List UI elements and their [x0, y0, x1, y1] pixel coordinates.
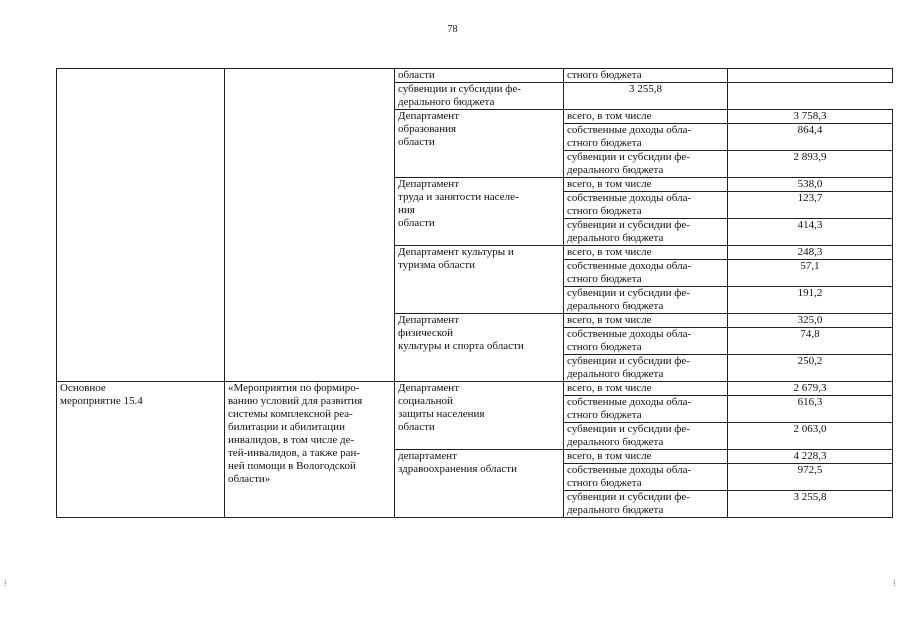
amount-cell: 2 063,0: [728, 423, 893, 450]
amount-cell: 57,1: [728, 260, 893, 287]
funding-type-cell: собственные доходы обла- стного бюджета: [564, 396, 728, 423]
funding-type-cell: всего, в том числе: [564, 246, 728, 260]
budget-table: [56, 68, 893, 518]
funding-type-cell: собственные доходы обла- стного бюджета: [564, 192, 728, 219]
table-row: [57, 69, 893, 83]
budget-table-body: [57, 69, 893, 518]
activity-cell-empty: [57, 69, 225, 382]
amount-cell: 3 255,8: [728, 491, 893, 518]
amount-cell: 325,0: [728, 314, 893, 328]
department-cell: области: [395, 69, 564, 83]
funding-type-cell: субвенции и субсидии фе- дерального бюджета: [564, 287, 728, 314]
department-cell: Департамент социальной защиты населения области: [395, 382, 564, 450]
funding-type-cell: всего, в том числе: [564, 178, 728, 192]
amount-cell: 250,2: [728, 355, 893, 382]
amount-cell: 972,5: [728, 464, 893, 491]
amount-cell: 2 893,9: [728, 151, 893, 178]
amount-cell: 2 679,3: [728, 382, 893, 396]
amount-cell: 538,0: [728, 178, 893, 192]
department-cell: Департамент физической культуры и спорта области: [395, 314, 564, 382]
funding-type-cell: субвенции и субсидии фе- дерального бюджета: [564, 355, 728, 382]
funding-type-cell: собственные доходы обла- стного бюджета: [564, 328, 728, 355]
funding-type-cell: собственные доходы обла- стного бюджета: [564, 464, 728, 491]
scan-edge-mark-right: ⁞: [893, 578, 896, 588]
funding-type-cell: субвенции и субсидии фе- дерального бюджета: [564, 423, 728, 450]
department-cell: департамент здравоохранения области: [395, 450, 564, 518]
amount-cell: 123,7: [728, 192, 893, 219]
funding-type-cell: субвенции и субсидии фе- дерального бюджета: [564, 491, 728, 518]
department-cell: Департамент труда и занятости населе- ния области: [395, 178, 564, 246]
funding-type-cell: стного бюджета: [564, 69, 728, 83]
amount-cell: 864,4: [728, 124, 893, 151]
activity-title-cell-empty: [225, 69, 395, 382]
funding-type-cell: всего, в том числе: [564, 450, 728, 464]
amount-cell: 248,3: [728, 246, 893, 260]
amount-cell: [728, 69, 893, 83]
funding-type-cell: собственные доходы обла- стного бюджета: [564, 260, 728, 287]
funding-type-cell: всего, в том числе: [564, 382, 728, 396]
page-number: 78: [447, 24, 458, 35]
amount-cell: 616,3: [728, 396, 893, 423]
activity-cell: Основное мероприятие 15.4: [57, 382, 225, 518]
amount-cell: 4 228,3: [728, 450, 893, 464]
amount-cell: 3 758,3: [728, 110, 893, 124]
activity-title-cell: «Мероприятия по формиро- ванию условий для развития системы комплексной реа- билитации и абилитации инвалидов, в том числе де- тей-инвалидов, а также ран- ней помощи в Вологодской области»: [225, 382, 395, 518]
amount-cell: 74,8: [728, 328, 893, 355]
funding-type-cell: субвенции и субсидии фе- дерального бюджета: [564, 151, 728, 178]
department-cell: Департамент образования области: [395, 110, 564, 178]
funding-type-cell: всего, в том числе: [564, 110, 728, 124]
department-cell: Департамент культуры и туризма области: [395, 246, 564, 314]
funding-type-cell: всего, в том числе: [564, 314, 728, 328]
funding-type-cell: собственные доходы обла- стного бюджета: [564, 124, 728, 151]
amount-cell: 191,2: [728, 287, 893, 314]
scan-edge-mark-left: ⁞: [4, 578, 7, 588]
amount-cell: 3 255,8: [564, 83, 728, 110]
funding-type-cell: субвенции и субсидии фе- дерального бюджета: [564, 219, 728, 246]
funding-type-cell: субвенции и субсидии фе- дерального бюджета: [395, 83, 564, 110]
table-row: [57, 382, 893, 396]
amount-cell: 414,3: [728, 219, 893, 246]
